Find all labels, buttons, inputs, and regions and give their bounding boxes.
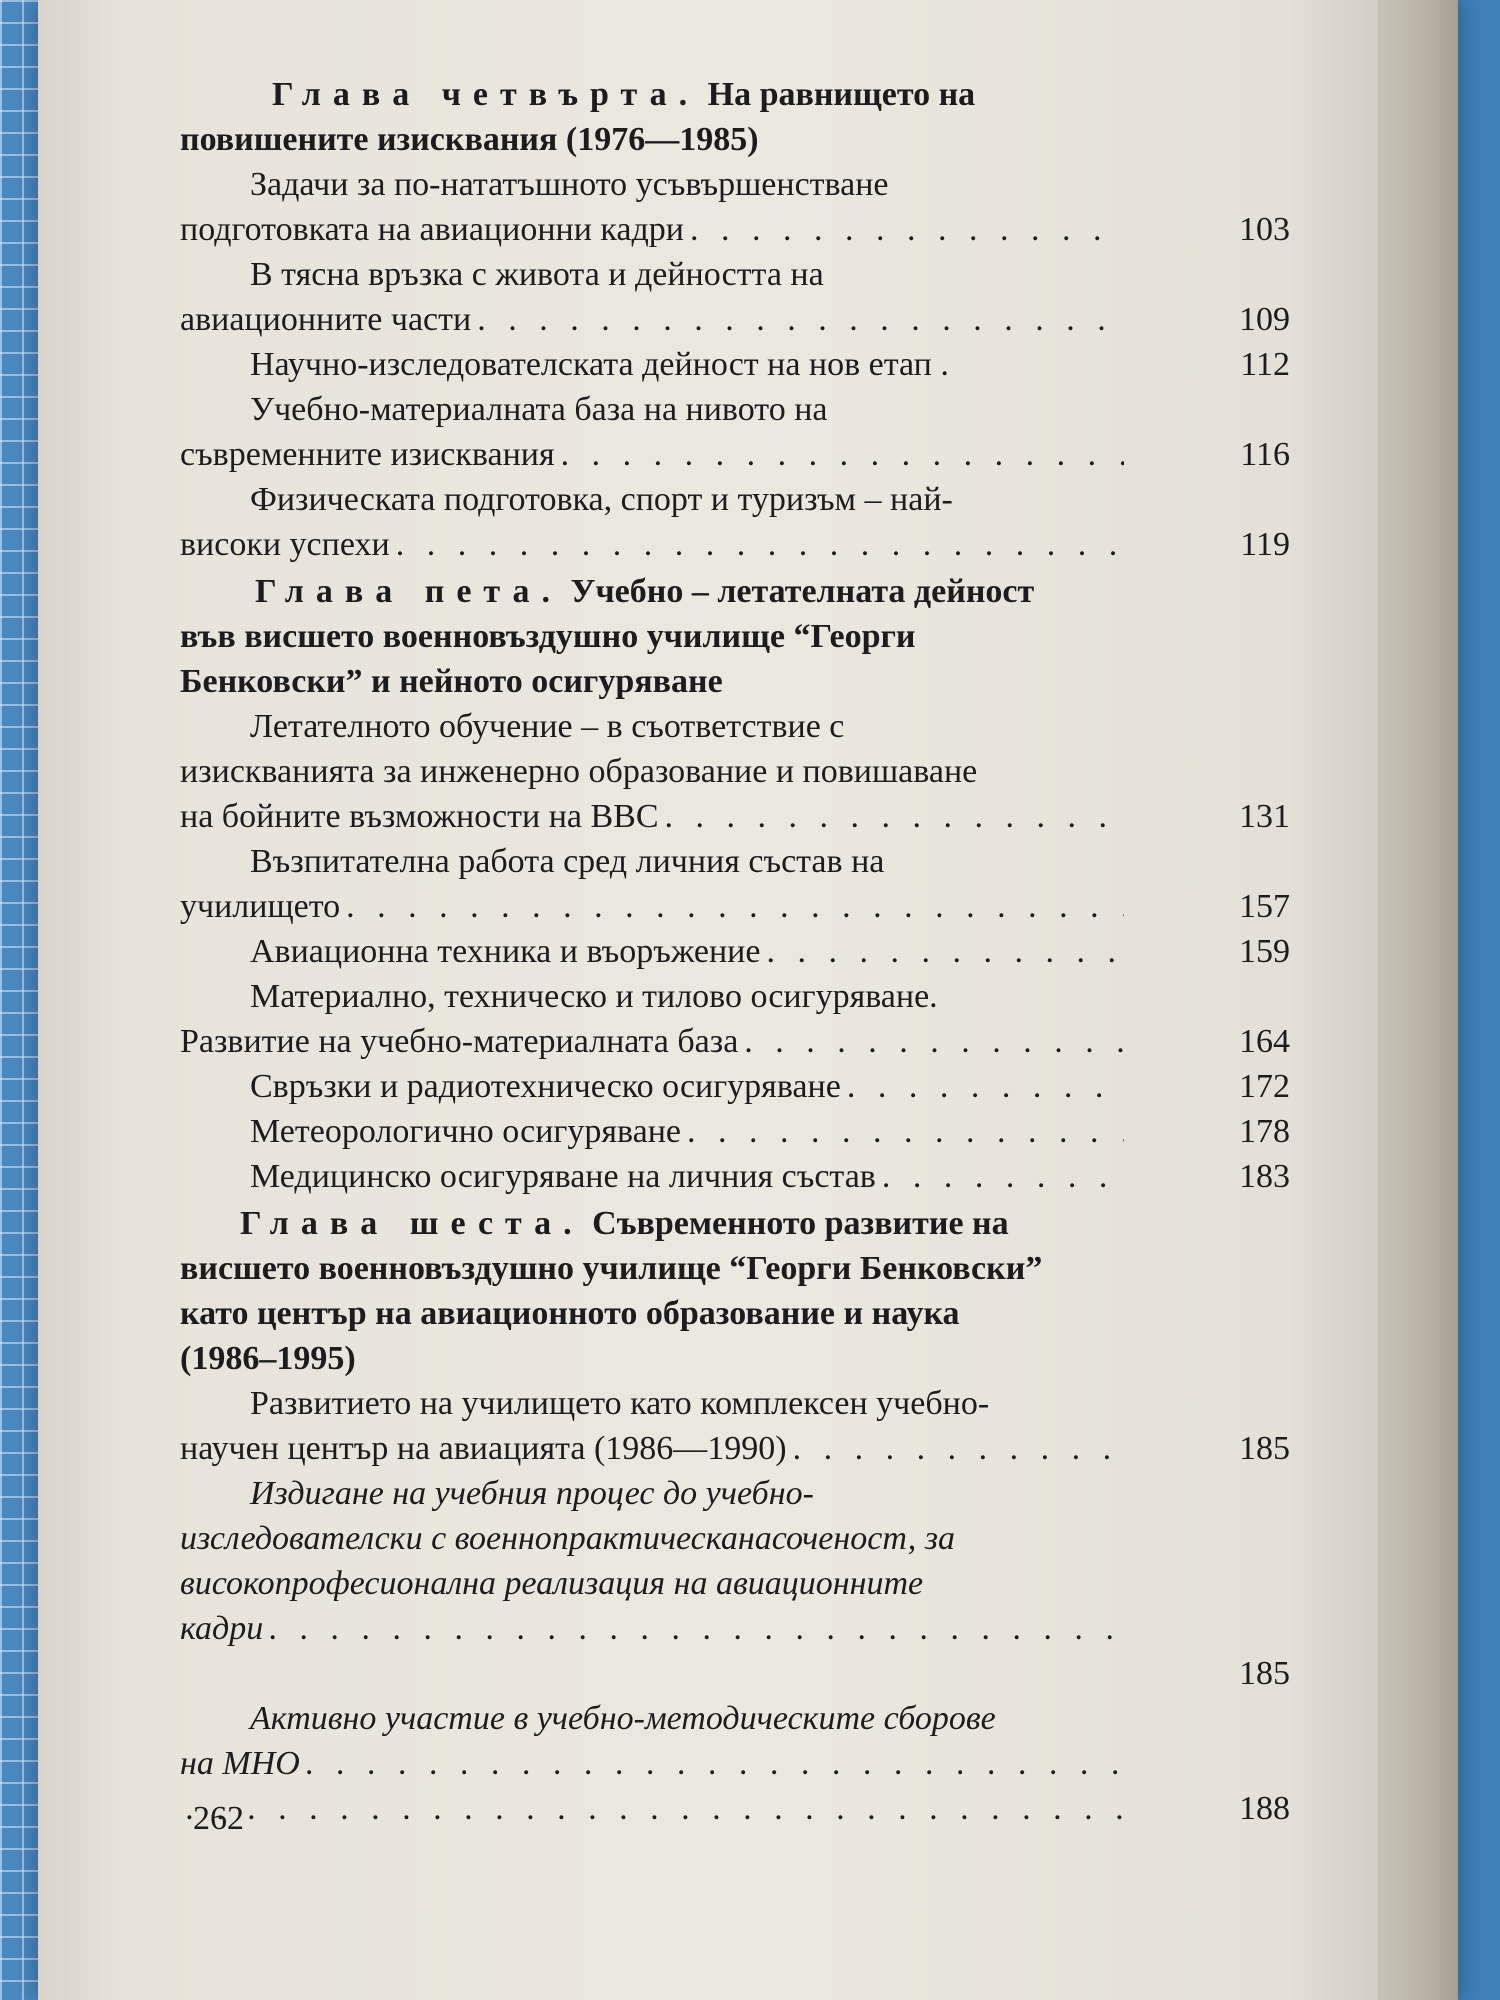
page-number: 185: [1239, 1655, 1290, 1692]
toc-entry: [180, 162, 1290, 252]
entry-text: кадри: [180, 1610, 264, 1647]
book-page: [38, 0, 1458, 2000]
toc-entry: [180, 342, 1290, 387]
chapter-title-line: висшето военновъздушно училище “Георги Бенковски”: [180, 1250, 1043, 1287]
entry-text: високопрофесионална реализация на авиационните: [180, 1565, 924, 1602]
chapter-heading: [180, 569, 1130, 704]
page-number: 112: [1240, 346, 1290, 383]
page-number: 103: [1239, 211, 1290, 248]
toc-entry: [180, 1109, 1290, 1154]
entry-text: авиационните части: [180, 301, 472, 338]
toc-entry: [180, 387, 1290, 477]
entry-text: изследователски с военнопрактическанасоченост, за: [180, 1520, 955, 1557]
chapter-title-line: Бенковски” и нейното осигуряване: [180, 663, 723, 700]
page-folio-number: 262: [193, 1800, 244, 1837]
page-number: 109: [1239, 301, 1290, 338]
page-number: 119: [1240, 526, 1290, 563]
entry-text: подготовката на авиационни кадри: [180, 211, 684, 248]
page-number: 116: [1240, 436, 1290, 473]
toc-entry: [180, 839, 1290, 929]
entry-text: Летателното обучение – в съответствие с: [250, 708, 845, 745]
chapter-label: Глава четвърта.: [272, 76, 700, 113]
chapter-label: Глава пета.: [255, 573, 563, 610]
chapter-heading: [180, 1201, 1130, 1381]
entry-text: Физическата подготовка, спорт и туризъм – най-: [250, 481, 953, 518]
table-of-contents: [180, 70, 1290, 1831]
chapter-title-line: като център на авиационното образование и наука: [180, 1295, 960, 1332]
entry-text: научен център на авиацията (1986—1990): [180, 1430, 787, 1467]
toc-entry: [180, 704, 1290, 839]
chapter-label: Глава шеста.: [240, 1205, 584, 1242]
chapter-title: Учебно – летателната дейност: [570, 573, 1035, 610]
toc-entry: [180, 974, 1290, 1064]
chapter-title: Съвременното развитие на: [592, 1205, 1009, 1242]
toc-entry: [180, 252, 1290, 342]
page-number: 159: [1239, 933, 1290, 970]
chapter-title-line: (1986–1995): [180, 1340, 356, 1377]
toc-entry: [180, 1064, 1290, 1109]
entry-text: Метеорологично осигуряване: [250, 1113, 681, 1150]
chapter-title-line: във висшето военновъздушно училище “Георги: [180, 618, 916, 655]
page-number: 185: [1239, 1430, 1290, 1467]
entry-text: Развитие на учебно-материалната база: [180, 1023, 739, 1060]
entry-text: съвременните изисквания: [180, 436, 555, 473]
page-number: 178: [1239, 1113, 1290, 1150]
toc-entry: [180, 1381, 1290, 1471]
page-number: 131: [1239, 798, 1290, 835]
entry-text: изискванията за инженерно образование и повишаване: [180, 753, 978, 790]
entry-text: Медицинско осигуряване на личния състав: [250, 1158, 876, 1195]
entry-text: Възпитателна работа сред личния състав на: [250, 843, 885, 880]
entry-text: Материално, техническо и тилово осигуряване.: [250, 978, 938, 1015]
page-edge: [1378, 0, 1458, 2000]
toc-entry: [180, 477, 1290, 567]
entry-text: на бойните възможности на ВВС: [180, 798, 659, 835]
toc-entry: [180, 1154, 1290, 1199]
entry-text: високи успехи: [180, 526, 390, 563]
page-number: 172: [1239, 1068, 1290, 1105]
entry-text: Активно участие в учебно-методическите сборове: [250, 1700, 996, 1737]
page-number: 164: [1239, 1023, 1290, 1060]
entry-text: В тясна връзка с живота и дейността на: [250, 256, 824, 293]
entry-text: Свръзки и радиотехническо осигуряване: [250, 1068, 841, 1105]
page-number: 183: [1239, 1158, 1290, 1195]
chapter-title: На равнището на: [707, 76, 976, 113]
entry-text: Научно-изследователската дейност на нов етап .: [250, 346, 949, 383]
entry-text: Задачи за по-нататъшното усъвършенстване: [250, 166, 889, 203]
entry-text: Авиационна техника и въоръжение: [250, 933, 761, 970]
entry-text: на МНО: [180, 1745, 300, 1782]
page-number: 157: [1239, 888, 1290, 925]
chapter-title-line: повишените изисквания (1976—1985): [180, 121, 759, 158]
chapter-heading: [180, 72, 1130, 162]
page-number: 188: [1239, 1790, 1290, 1827]
toc-entry: [180, 1471, 1290, 1696]
entry-text: Развитието на училището като комплексен учебно-: [250, 1385, 990, 1422]
entry-text: Учебно-материалната база на нивото на: [250, 391, 828, 428]
toc-entry: [180, 929, 1290, 974]
entry-text: училището: [180, 888, 341, 925]
toc-entry: [180, 1696, 1290, 1831]
entry-text: Издигане на учебния процес до учебно-: [250, 1475, 814, 1512]
